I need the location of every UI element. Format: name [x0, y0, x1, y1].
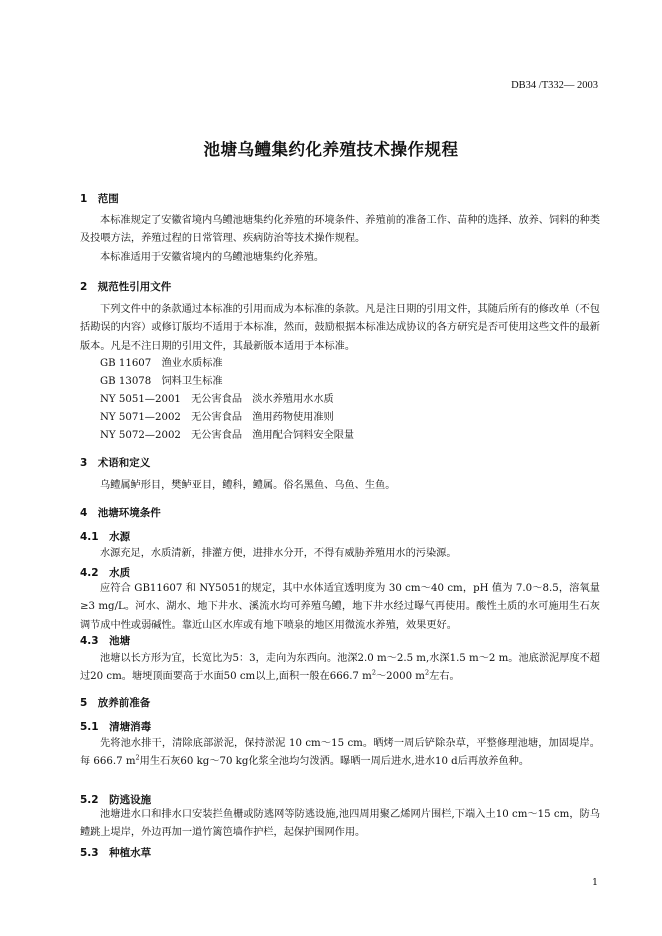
section-5-heading: 5 放养前准备 — [80, 697, 151, 709]
subsection-4-2-heading: 4.2 水质 — [80, 567, 131, 579]
standard-code: DB34 /T332— 2003 — [511, 80, 598, 91]
subsection-4-1-heading: 4.1 水源 — [80, 531, 131, 543]
section-1-heading: 1 范围 — [80, 193, 119, 205]
section-1-paragraph-2: 本标准适用于安徽省境内的乌鳢池塘集约化养殖。 — [100, 252, 325, 263]
reference-item: NY 5071—2002 无公害食品 渔用药物使用准则 — [100, 412, 334, 423]
subsection-5-1-heading: 5.1 清塘消毒 — [80, 721, 152, 733]
subsection-5-2-heading: 5.2 防逃设施 — [80, 794, 152, 806]
subsection-4-3-heading: 4.3 池塘 — [80, 635, 131, 647]
section-2-heading: 2 规范性引用文件 — [80, 281, 172, 293]
document-title: 池塘乌鳢集约化养殖技术操作规程 — [203, 140, 459, 159]
reference-item: NY 5051—2001 无公害食品 淡水养殖用水水质 — [100, 394, 334, 405]
reference-item: GB 13078 饲料卫生标准 — [100, 376, 223, 387]
reference-item: GB 11607 渔业水质标准 — [100, 358, 223, 369]
subsection-5-3-heading: 5.3 种植水草 — [80, 847, 152, 859]
subsection-4-1-paragraph: 水源充足，水质清新，排灌方便，进排水分开，不得有威胁养殖用水的污染源。 — [100, 548, 457, 559]
section-2-paragraph-1: 下列文件中的条款通过本标准的引用而成为本标准的条款。凡是注日期的引用文件，其随后所有的修改单（不包括勘误的内容）或修订版均不适用于本标准，然而，鼓励根据本标准达成协议的各方研究是否可使用这些文件的最新版本。凡是不注日期的引用文件，其最新版本适用于本标准。 — [80, 304, 600, 352]
section-1-paragraph-1: 本标准规定了安徽省境内乌鳢池塘集约化养殖的环境条件、养殖前的准备工作、苗种的选择、放养、饲料的种类及投喂方法，养殖过程的日常管理、疾病防治等技术操作规程。 — [80, 215, 600, 245]
page-number: 1 — [591, 877, 598, 888]
reference-item: NY 5072—2002 无公害食品 渔用配合饲料安全限量 — [100, 430, 355, 441]
section-4-heading: 4 池塘环境条件 — [80, 507, 161, 519]
subsection-5-1-paragraph: 先将池水排干，清除底部淤泥，保持淤泥 10 cm～15 cm。晒烤一周后铲除杂草，平整修理池塘，加固堤岸。每 666.7 $m^2$用生石灰60 kg～70 kg化浆全池均匀泼洒。曝晒一周后进水,进水10 d后再放养鱼种。 — [80, 738, 600, 768]
subsection-5-2-paragraph: 池塘进水口和排水口安装拦鱼栅或防逃网等防逃设施,池四周用聚乙烯网片围栏,下端入土10 cm～15 cm，防乌鳢跳上堤岸，外边再加一道竹篱笆墙作护栏，起保护围网作用。 — [80, 809, 600, 839]
subsection-4-2-paragraph: 应符合 GB11607 和 NY5051的规定，其中水体适宜透明度为 30 cm～40 cm，pH 值为 7.0～8.5，溶氧量≥3 mg/L。河水、湖水、地下井水、溪流水均可养殖乌鳢，地下井水经过曝气再使用。酸性土质的水可施用生石灰调节成中性或弱碱性。靠近山区水库或有地下喷泉的地区用微流水养殖，效果更好。 — [80, 583, 600, 631]
section-3-heading: 3 术语和定义 — [80, 457, 151, 469]
section-3-paragraph-1: 乌鳢属鲈形目，樊鲈亚目，鳢科，鳢属。俗名黑鱼、乌鱼、生鱼。 — [100, 480, 396, 491]
subsection-4-3-paragraph: 池塘以长方形为宜，长宽比为5：3，走向为东西向。池深2.0 m～2.5 m,水深1.5 m～2 m。池底淤泥厚度不超过20 cm。塘埂顶面要高于水面50 cm以上,面积一般在666.7 $m^2\sim 2000$ $m^2$左右。 — [80, 653, 600, 683]
